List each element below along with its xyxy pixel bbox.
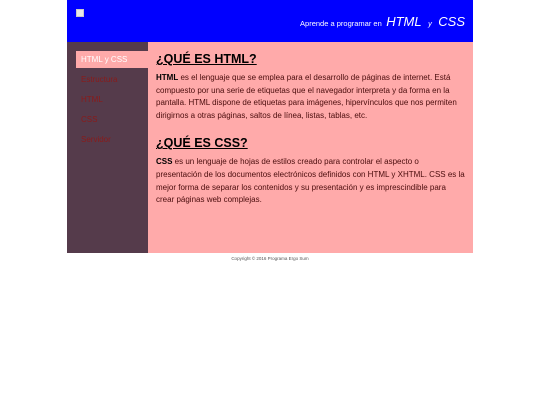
section-heading-css: ¿QUÉ ES CSS? [156,136,248,151]
tagline-prefix: Aprende a programar en [300,19,382,28]
header [67,0,473,42]
tagline-html: HTML [386,14,422,29]
section-paragraph-css [156,156,466,206]
section-term-css: CSS [156,157,173,167]
sidebar-menu [67,42,148,148]
broken-image-icon [76,9,84,17]
sidebar-item-html-y-css[interactable]: HTML y CSS [76,51,149,68]
section-paragraph-html [156,72,466,122]
main-content [156,52,466,221]
page-container [67,0,473,253]
tagline-css: CSS [438,14,465,29]
sidebar-item-html[interactable]: HTML [81,95,103,104]
tagline-and: y [428,19,432,28]
section-text-html: es el lenguaje que se emplea para el desarrollo de páginas de internet. Está compuesto por una serie de etiquetas que el navegador interpreta y da forma en la pantalla. HTML dispone de etiquetas para imágenes, hipervínculos que nos permiten dirigirnos a otras páginas, saltos de línea, listas, tablas, etc. [156,73,457,120]
sidebar-item-css[interactable]: CSS [81,115,98,124]
sidebar-item-servidor[interactable]: Servidor [81,135,111,144]
sidebar-item-estructura[interactable]: Estructura [81,75,118,84]
content-area [67,42,473,253]
header-tagline [300,13,465,31]
footer-copyright: Copyright © 2016 Programa Ergo Sum [231,256,309,261]
section-text-css: es un lenguaje de hojas de estilos creado para controlar el aspecto o presentación de los documentos electrónicos definidos con HTML y XHTML. CSS es la mejor forma de separar los contenidos y su presentación y es imprescindible para crear páginas web complejas. [156,157,465,205]
section-term-html: HTML [156,73,179,82]
section-heading-html: ¿QUÉ ES HTML? [156,52,257,66]
sidebar [67,42,148,253]
